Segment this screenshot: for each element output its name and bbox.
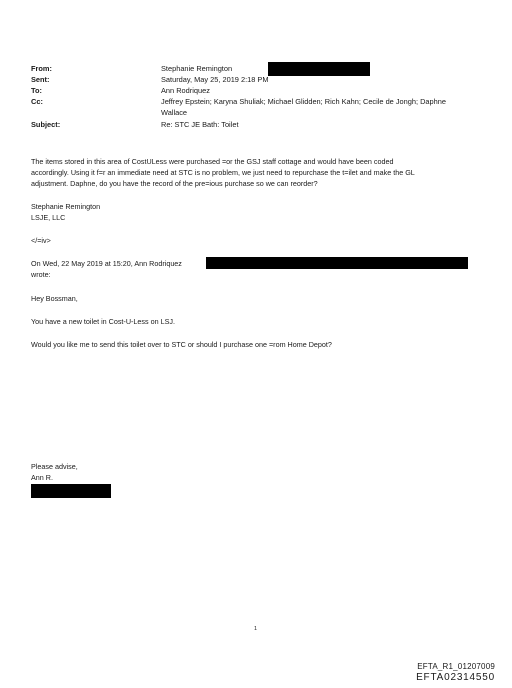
bates-number-secondary: EFTA02314550: [416, 672, 495, 683]
from-value: Stephanie Remington: [161, 64, 233, 73]
body-paragraph-line-1: The items stored in this area of CostULess were purchased =or the GSJ staff cottage and would have been coded: [31, 157, 394, 166]
to-value: Ann Rodriquez: [161, 86, 210, 95]
subject-label: Subject:: [31, 120, 61, 129]
subject-value: Re: STC JE Bath: Toilet: [161, 120, 239, 129]
body-paragraph-line-3: adjustment. Daphne, do you have the record of the pre=ious purchase so we can reorder?: [31, 179, 318, 188]
redaction-bar-signature: [31, 484, 111, 498]
question-line: Would you like me to send this toilet over to STC or should I purchase one =rom Home Depot?: [31, 340, 332, 349]
please-advise-line: Please advise,: [31, 462, 78, 471]
cc-label: Cc:: [31, 97, 43, 106]
bates-number-primary: EFTA_R1_01207009: [417, 662, 495, 671]
cc-value-line1: Jeffrey Epstein; Karyna Shuliak; Michael Glidden; Rich Kahn; Cecile de Jongh; Daphne: [161, 97, 446, 106]
quoted-header-line-1: On Wed, 22 May 2019 at 15:20, Ann Rodriquez: [31, 259, 182, 268]
from-label: From:: [31, 64, 52, 73]
div-tag-artifact: </=iv>: [31, 236, 51, 245]
sign-off-line: Ann R.: [31, 473, 53, 482]
page-number: 1: [254, 626, 258, 632]
body-paragraph-line-2: accordingly. Using it f=r an immediate need at STC is no problem, we just need to repurchase the t=ilet and make the GL: [31, 168, 415, 177]
toilet-line: You have a new toilet in Cost-U-Less on LSJ.: [31, 317, 175, 326]
signature-company: LSJE, LLC: [31, 213, 66, 222]
cc-value-line2: Wallace: [161, 108, 188, 117]
greeting-line: Hey Bossman,: [31, 294, 78, 303]
redaction-bar-sender-email: [268, 62, 370, 76]
sent-value: Saturday, May 25, 2019 2:18 PM: [161, 75, 269, 84]
to-label: To:: [31, 86, 42, 95]
redaction-bar-quoted-email: [206, 257, 468, 269]
signature-name: Stephanie Remington: [31, 202, 101, 211]
sent-label: Sent:: [31, 75, 50, 84]
quoted-header-line-2: wrote:: [31, 270, 51, 279]
